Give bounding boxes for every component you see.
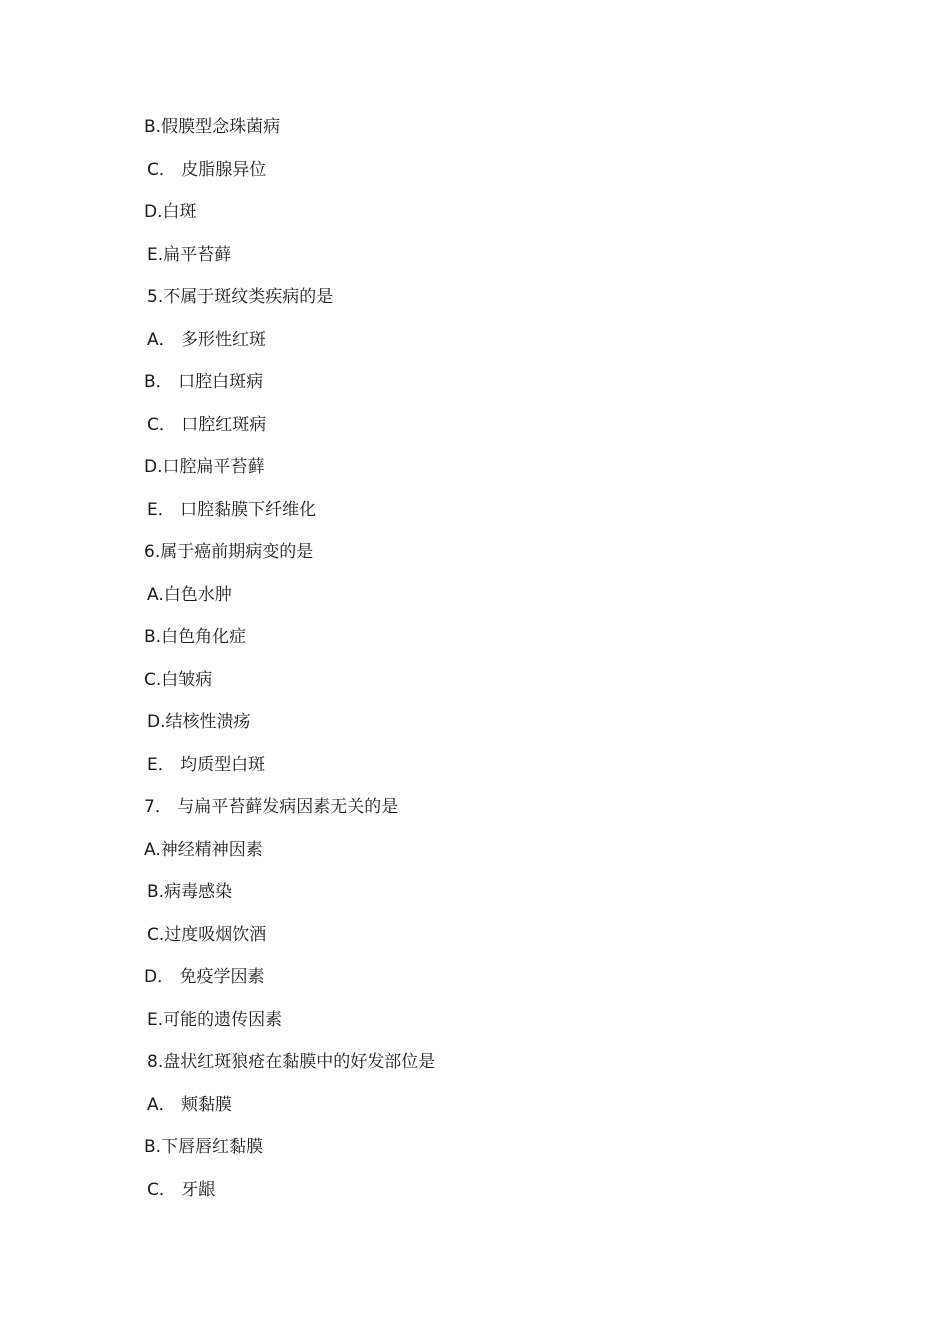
option-b-q4: B.假膜型念珠菌病 [144,117,281,137]
option-a-q5: A． 多形性红斑 [147,329,267,350]
option-a-q6: A.白色水肿 [147,584,232,605]
option-e-q4: E.扁平苔藓 [147,244,232,265]
question-6: 6.属于癌前期病变的是 [144,542,314,562]
option-b-q8: B.下唇唇红黏膜 [144,1137,264,1157]
option-d-q6: D.结核性溃疡 [147,712,251,732]
option-e-q6: E． 均质型白斑 [147,754,266,775]
option-a-q8: A． 颊黏膜 [147,1094,233,1115]
option-c-q4: C． 皮脂腺异位 [147,159,267,180]
question-7: 7． 与扁平苔藓发病因素无关的是 [144,797,399,817]
option-d-q4: D.白斑 [144,202,197,222]
option-c-q7: C.过度吸烟饮酒 [147,924,267,945]
option-e-q5: E． 口腔黏膜下纤维化 [147,499,317,520]
option-b-q5: B． 口腔白斑病 [144,372,264,392]
question-list [144,112,844,1217]
question-5: 5.不属于斑纹类疾病的是 [147,287,334,307]
option-e-q7: E.可能的遗传因素 [147,1009,283,1030]
question-8: 8.盘状红斑狼疮在黏膜中的好发部位是 [147,1052,436,1072]
option-c-q5: C． 口腔红斑病 [147,414,267,435]
option-a-q7: A.神经精神因素 [144,839,263,860]
option-c-q6: C.白皱病 [144,669,213,690]
option-c-q8: C． 牙龈 [147,1179,216,1200]
option-b-q7: B.病毒感染 [147,882,233,902]
option-d-q7: D． 免疫学因素 [144,967,265,987]
option-b-q6: B.白色角化症 [144,627,247,647]
option-d-q5: D.口腔扁平苔藓 [144,457,265,477]
